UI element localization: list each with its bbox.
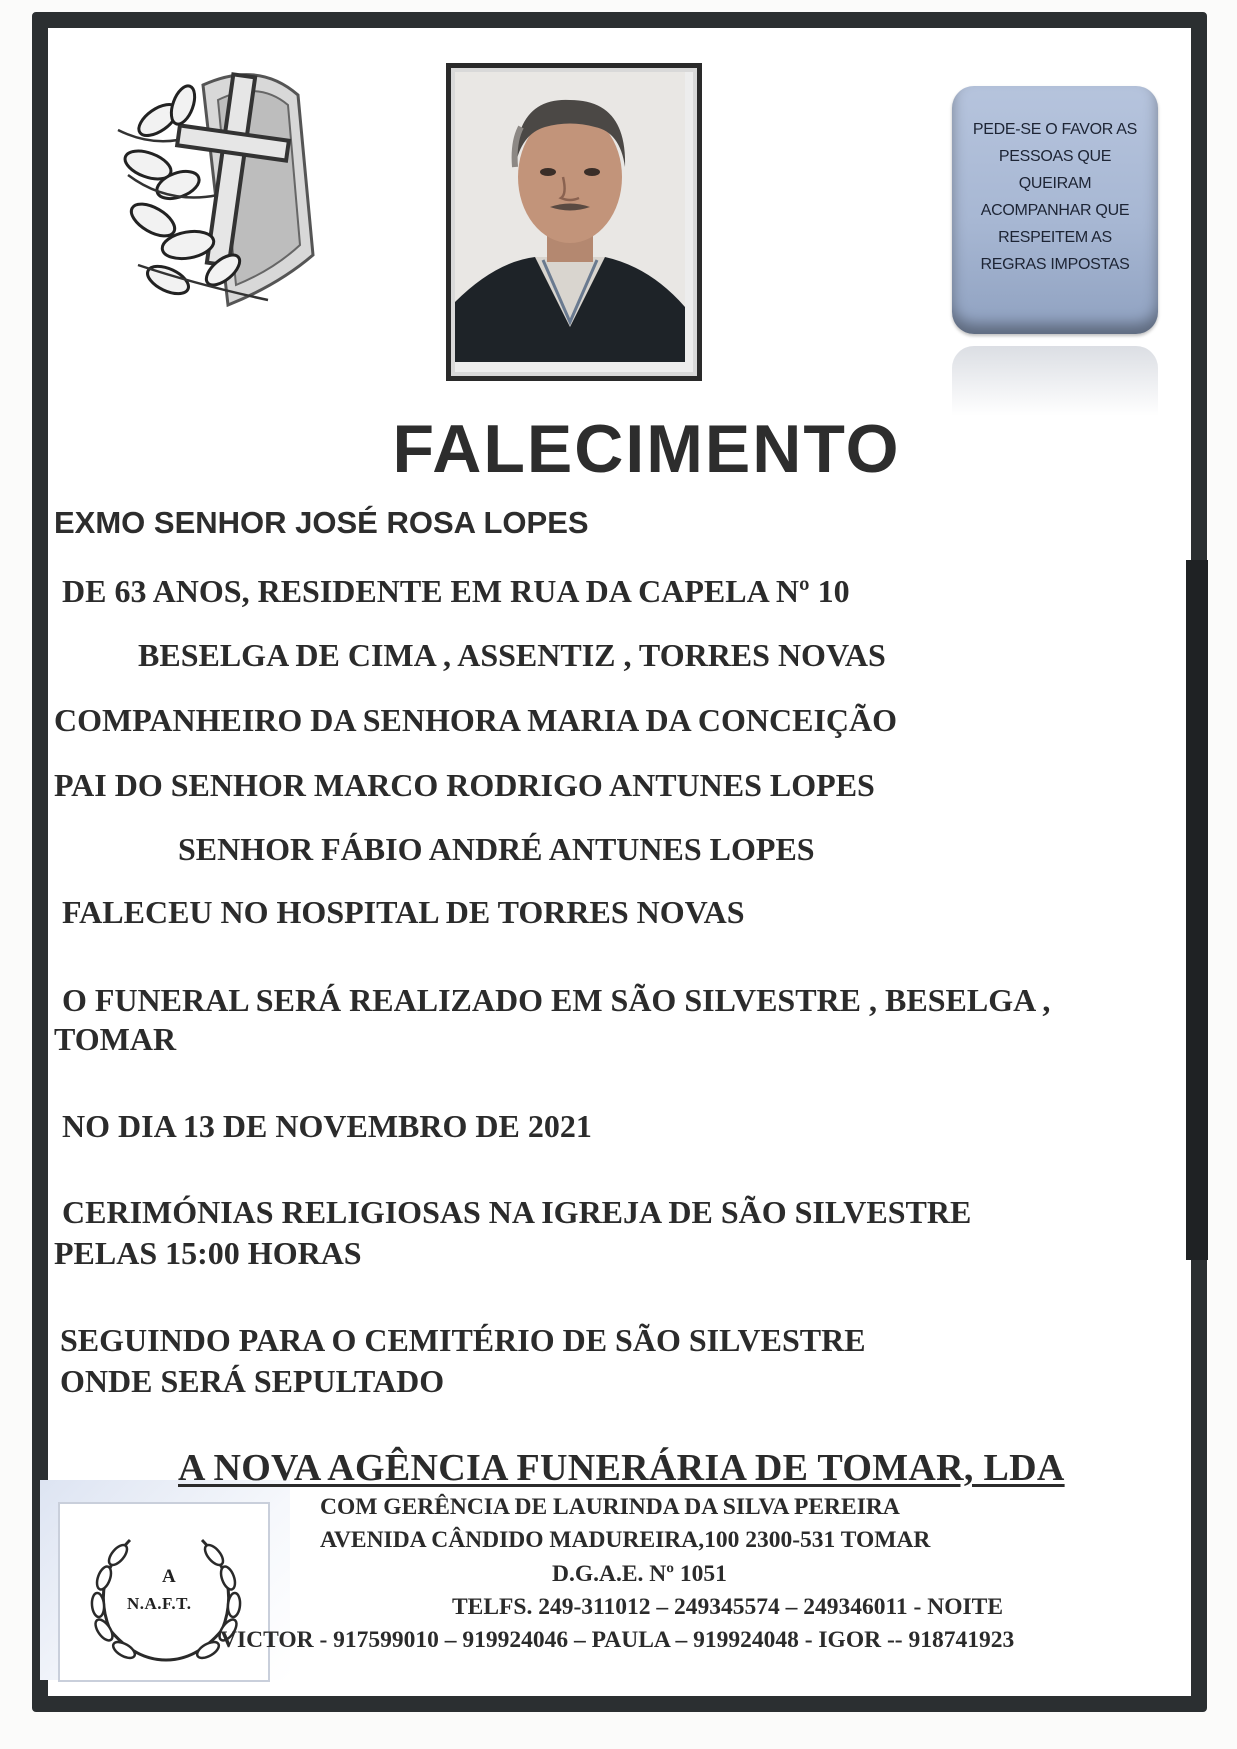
portrait-icon	[455, 72, 685, 362]
notice-line: PEDE-SE O FAVOR AS	[972, 121, 1138, 138]
notice-line: REGRAS IMPOSTAS	[980, 256, 1130, 273]
page-title: FALECIMENTO	[392, 411, 901, 487]
cross-lily-icon	[108, 55, 338, 315]
agency-manager: COM GERÊNCIA DE LAURINDA DA SILVA PEREIRA	[320, 1494, 900, 1520]
died-at-line: FALECEU NO HOSPITAL DE TORRES NOVAS	[62, 894, 745, 930]
agency-name: A NOVA AGÊNCIA FUNERÁRIA DE TOMAR, LDA	[178, 1447, 1065, 1489]
funeral-line-1: O FUNERAL SERÁ REALIZADO EM SÃO SILVESTRE , BESELGA ,	[62, 982, 1051, 1018]
agency-address: AVENIDA CÂNDIDO MADUREIRA,100 2300-531 TOMAR	[320, 1527, 931, 1553]
father-of-line: PAI DO SENHOR MARCO RODRIGO ANTUNES LOPES	[54, 767, 875, 803]
funeral-line-2: TOMAR	[54, 1021, 177, 1057]
notice-line: PESSOAS QUE	[998, 148, 1112, 165]
logo-text: N.A.F.T.	[127, 1594, 192, 1613]
burial-line-1: SEGUINDO PARA O CEMITÉRIO DE SÃO SILVESTRE	[60, 1322, 866, 1358]
age-address-line: DE 63 ANOS, RESIDENTE EM RUA DA CAPELA Nº 10	[62, 573, 850, 609]
notice-reflection	[952, 346, 1158, 416]
deceased-portrait	[451, 68, 697, 376]
deceased-name: EXMO SENHOR JOSÉ ROSA LOPES	[54, 505, 589, 540]
ceremony-line-2: PELAS 15:00 HORAS	[54, 1235, 362, 1271]
covid-notice-box	[952, 86, 1158, 334]
notice-line: RESPEITEM AS	[998, 229, 1112, 246]
deceased-photo-frame	[446, 63, 702, 381]
logo-letter: A	[162, 1566, 176, 1587]
son-line: SENHOR FÁBIO ANDRÉ ANTUNES LOPES	[178, 831, 815, 867]
burial-line-2: ONDE SERÁ SEPULTADO	[60, 1363, 445, 1399]
ceremony-line-1: CERIMÓNIAS RELIGIOSAS NA IGREJA DE SÃO SILVESTRE	[62, 1194, 972, 1230]
locality-line: BESELGA DE CIMA , ASSENTIZ , TORRES NOVAS	[138, 637, 886, 673]
agency-license: D.G.A.E. Nº 1051	[552, 1561, 727, 1587]
partner-line: COMPANHEIRO DA SENHORA MARIA DA CONCEIÇÃO	[54, 702, 898, 738]
notice-line: ACOMPANHAR QUE	[980, 202, 1130, 219]
notice-line: QUEIRAM	[1018, 175, 1092, 192]
date-line: NO DIA 13 DE NOVEMBRO DE 2021	[62, 1108, 592, 1144]
agency-night-phones: VICTOR - 917599010 – 919924046 – PAULA – 919924048 - IGOR -- 918741923	[220, 1627, 1015, 1653]
frame-shadow	[1186, 560, 1208, 1260]
agency-phones: TELFS. 249-311012 – 249345574 – 249346011 - NOITE	[452, 1594, 1003, 1620]
